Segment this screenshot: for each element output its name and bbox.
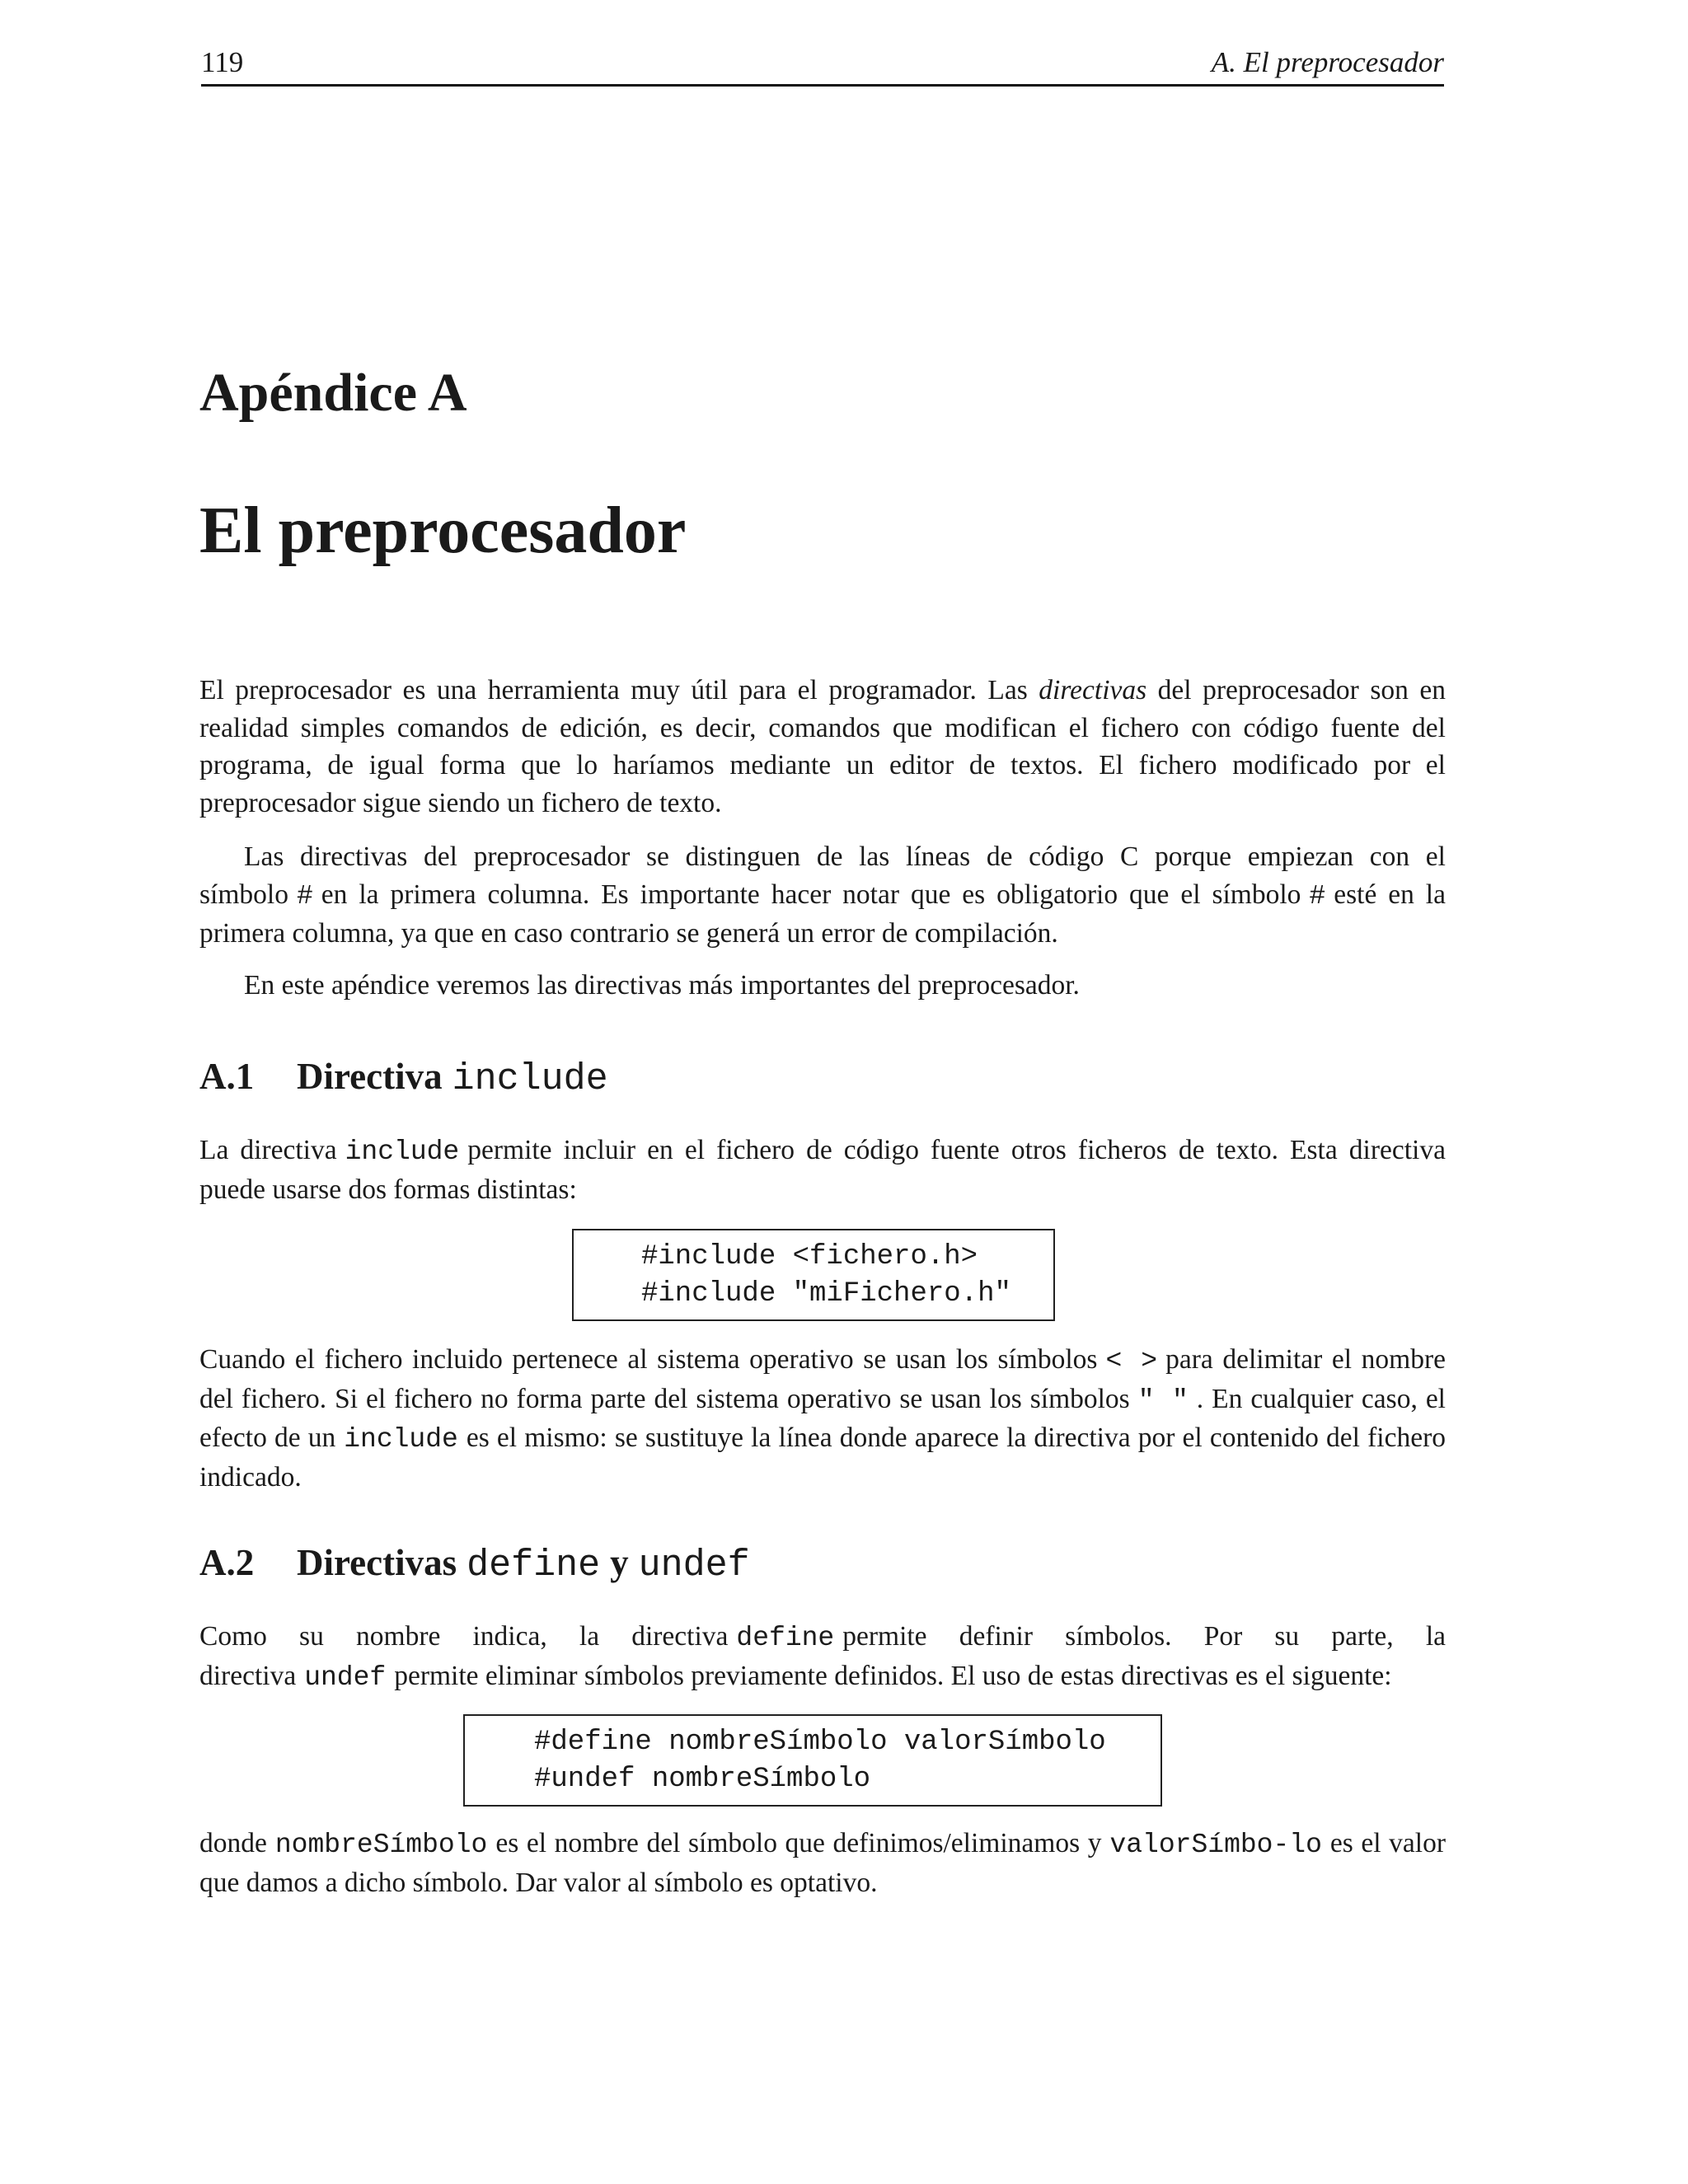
code-line: #define nombreSímbolo valorSímbolo <box>534 1727 1106 1758</box>
angle-brackets-symbol: < > <box>1105 1346 1158 1376</box>
quotes-symbol: " " <box>1137 1385 1189 1416</box>
section-code-title: undef <box>638 1544 750 1586</box>
a1-paragraph-2: Cuando el fichero incluido pertenece al sistema operativo se usan los símbolos < > para delimitar el nombre del fichero. Si el fichero no forma parte del sistema operativo se usan los símbolos " " . En cualquier caso, el efecto de un include es el mismo: se sustituye la línea donde aparece la directiva por el contenido del fichero indicado. <box>199 1344 1446 1493</box>
section-number: A.2 <box>199 1542 255 1583</box>
a2-paragraph-2: donde nombreSímbolo es el nombre del símbolo que definimos/eliminamos y valorSímbo-lo es el valor que damos a dicho símbolo. Dar valor al símbolo es optativo. <box>199 1828 1446 1898</box>
hash-symbol: # <box>1309 880 1326 912</box>
emphasis-directivas: directivas <box>1039 675 1147 705</box>
inline-code: nombreSímbolo <box>274 1830 488 1860</box>
section-heading-a2: A.2 Directivas define y undef <box>199 1542 750 1586</box>
intro-paragraph-2: Las directivas del preprocesador se distinguen de las líneas de código C porque empiezan con el símbolo # en la primera columna. Es importante hacer notar que es obligatorio que el símbolo # esté en la primera columna, ya que en caso contrario se generá un error de compilación. <box>199 841 1446 949</box>
code-line: #undef nombreSímbolo <box>534 1764 871 1795</box>
section-number: A.1 <box>199 1056 255 1097</box>
a1-paragraph-1: La directiva include permite incluir en el fichero de código fuente otros ficheros de texto. Esta directiva puede usarse dos formas distintas: <box>199 1135 1446 1205</box>
a2-paragraph-1: Como su nombre indica, la directiva define permite definir símbolos. Por su parte, la directiva undef permite eliminar símbolos previamente definidos. El uso de estas directivas es el siguente: <box>199 1621 1446 1693</box>
running-title: A. El preprocesador <box>1211 46 1444 78</box>
hash-symbol: # <box>296 880 313 912</box>
inline-code: include <box>344 1424 458 1455</box>
inline-code: undef <box>304 1661 387 1693</box>
page-header <box>201 43 1444 87</box>
inline-code: include <box>345 1137 460 1167</box>
section-code-title: define <box>467 1544 601 1586</box>
section-heading-a1: A.1 Directiva include <box>199 1056 608 1100</box>
intro-paragraph-3: En este apéndice veremos las directivas más importantes del preprocesador. <box>244 970 1080 1001</box>
page-number: 119 <box>201 46 244 78</box>
intro-paragraph-1: El preprocesador es una herramienta muy útil para el programador. Las directivas del preprocesador son en realidad simples comandos de edición, es decir, comandos que modifican el fichero con código fuente del programa, de igual forma que lo haríamos mediante un editor de textos. El fichero modificado por el preprocesador sigue siendo un fichero de texto. <box>199 675 1447 818</box>
inline-code: valorSímbo-lo <box>1109 1830 1322 1860</box>
code-line: #include "miFichero.h" <box>641 1278 1011 1310</box>
code-box-define <box>463 1714 1162 1807</box>
appendix-label: Apéndice A <box>199 363 467 423</box>
chapter-title: El preprocesador <box>199 494 687 567</box>
code-box-include <box>572 1229 1055 1321</box>
inline-code: define <box>736 1623 835 1653</box>
code-line: #include <fichero.h> <box>641 1241 978 1272</box>
section-code-title: include <box>452 1058 608 1100</box>
